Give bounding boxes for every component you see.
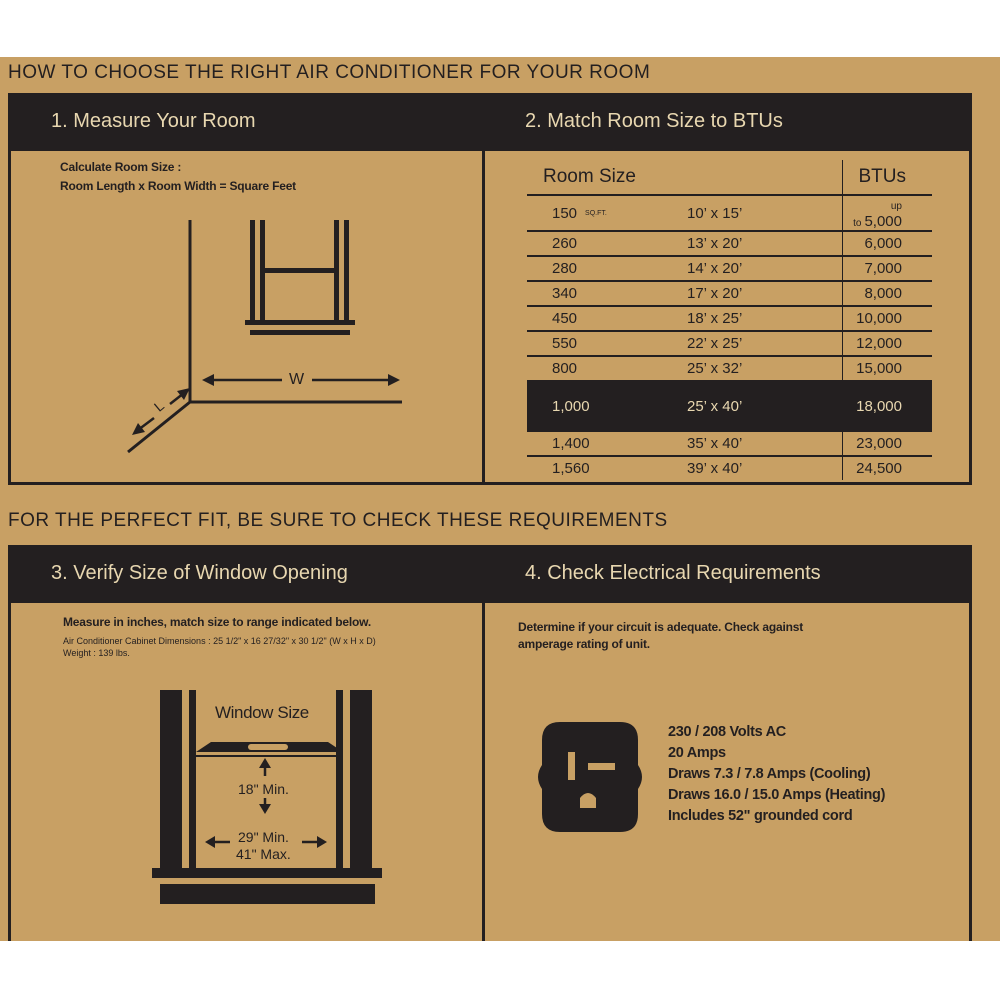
- room-size-cell: 260: [527, 231, 667, 256]
- room-size-cell: 340: [527, 281, 667, 306]
- upto-prefix: up to: [853, 201, 902, 229]
- room-dims-cell: 14’ x 20’: [667, 256, 843, 281]
- sqft-unit: SQ.FT.: [585, 210, 607, 218]
- room-size-cell: 550: [527, 331, 667, 356]
- room-dims-cell: 17’ x 20’: [667, 281, 843, 306]
- room-size-cell: 1,400: [527, 431, 667, 456]
- electrical-specs: [668, 722, 885, 827]
- btu-cell: 8,000: [843, 281, 933, 306]
- room-dims-cell: 13’ x 20’: [667, 231, 843, 256]
- btu-cell: 18,000: [843, 381, 933, 431]
- width-min-label: 29" Min.: [238, 829, 289, 845]
- spec-cord: Includes 52" grounded cord: [668, 808, 853, 824]
- calc-formula: Room Length x Room Width = Square Feet: [60, 179, 296, 193]
- unit-weight: Weight : 139 lbs.: [63, 648, 130, 658]
- btu-cell: 7,000: [843, 256, 933, 281]
- room-dims-cell: 22’ x 25’: [667, 331, 843, 356]
- btu-cell: 10,000: [843, 306, 933, 331]
- measure-instruction: Measure in inches, match size to range indicated below.: [63, 615, 371, 629]
- calc-room-size-label: Calculate Room Size :: [60, 160, 182, 174]
- panel-title: 2. Match Room Size to BTUs: [525, 110, 783, 132]
- width-label: W: [289, 371, 305, 388]
- width-max-label: 41" Max.: [236, 846, 291, 862]
- circuit-instruction-2: amperage rating of unit.: [518, 637, 650, 651]
- room-size-cell: 450: [527, 306, 667, 331]
- btu-cell: 12,000: [843, 331, 933, 356]
- room-dims-cell: 10’ x 15’: [667, 195, 843, 231]
- cabinet-dimensions: Air Conditioner Cabinet Dimensions : 25 1/2" x 16 27/32" x 30 1/2" (W x H x D): [63, 636, 376, 646]
- section-title-perfect-fit: FOR THE PERFECT FIT, BE SURE TO CHECK THESE REQUIREMENTS: [8, 510, 668, 531]
- circuit-instruction: Determine if your circuit is adequate. Check against: [518, 620, 804, 634]
- room-size-cell: 800: [527, 356, 667, 381]
- length-label: L: [150, 397, 168, 415]
- spec-cooling-draw: Draws 7.3 / 7.8 Amps (Cooling): [668, 766, 871, 782]
- panel-title: 1. Measure Your Room: [51, 110, 256, 132]
- panel-title: 3. Verify Size of Window Opening: [51, 562, 348, 584]
- col-btus: BTUs: [843, 160, 933, 195]
- btu-cell: 6,000: [843, 231, 933, 256]
- col-room-size: Room Size: [543, 166, 636, 187]
- room-dims-cell: 35’ x 40’: [667, 431, 843, 456]
- btu-cell: 24,500: [843, 456, 933, 480]
- room-size-cell: 1,560: [527, 456, 667, 480]
- spec-heating-draw: Draws 16.0 / 15.0 Amps (Heating): [668, 787, 886, 803]
- window-size-label: Window Size: [215, 703, 309, 722]
- room-dims-cell: 39’ x 40’: [667, 456, 843, 480]
- btu-cell: 15,000: [843, 356, 933, 381]
- height-min-label: 18" Min.: [238, 781, 289, 797]
- room-dims-cell: 25’ x 40’: [667, 381, 843, 431]
- spec-voltage: 230 / 208 Volts AC: [668, 724, 786, 740]
- spec-amps: 20 Amps: [668, 745, 726, 761]
- room-dims-cell: 18’ x 25’: [667, 306, 843, 331]
- section-title-choose: HOW TO CHOOSE THE RIGHT AIR CONDITIONER FOR YOUR ROOM: [8, 62, 651, 83]
- panel-title: 4. Check Electrical Requirements: [525, 562, 821, 584]
- room-dims-cell: 25’ x 32’: [667, 356, 843, 381]
- btu-cell: 5,000: [864, 213, 902, 230]
- room-size-cell: 1,000: [527, 381, 667, 431]
- room-size-cell: 150: [552, 204, 578, 222]
- room-size-cell: 280: [527, 256, 667, 281]
- btu-cell: 23,000: [843, 431, 933, 456]
